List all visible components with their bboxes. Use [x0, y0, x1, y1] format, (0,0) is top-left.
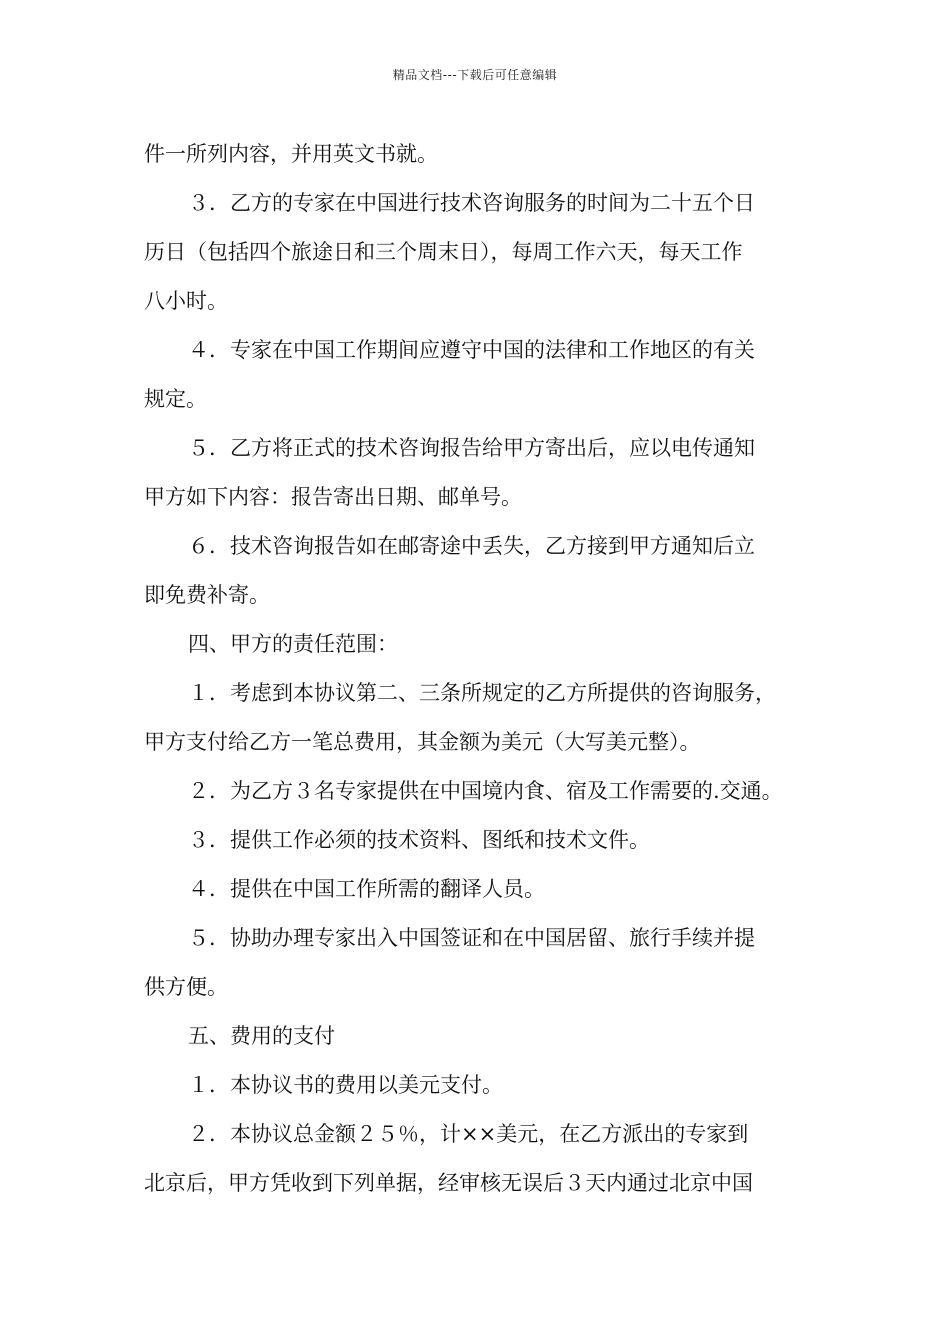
text-line: ６．技术咨询报告如在邮寄途中丢失，乙方接到甲方通知后立: [188, 534, 755, 558]
text-line: ２．本协议总金额２５％，计××美元，在乙方派出的专家到: [188, 1122, 749, 1146]
text-line: １．本协议书的费用以美元支付。: [188, 1073, 503, 1097]
page-header: 精品文档---下载后可任意编辑: [392, 68, 558, 82]
text-line: ５．协助办理专家出入中国签证和在中国居留、旅行手续并提: [188, 926, 755, 950]
section-heading: 四、甲方的责任范围：: [188, 632, 398, 656]
text-line: 规定。: [144, 387, 207, 411]
text-line: 历日（包括四个旅途日和三个周末日），每周工作六天，每天工作: [144, 240, 743, 264]
text-line: 供方便。: [144, 975, 228, 999]
text-line: 甲方支付给乙方一笔总费用，其金额为美元（大写美元整）。: [144, 730, 701, 754]
section-heading: 五、费用的支付: [188, 1024, 335, 1048]
text-line: 即免费补寄。: [144, 583, 270, 607]
text-line: ３．提供工作必须的技术资料、图纸和技术文件。: [188, 828, 650, 852]
text-line: 甲方如下内容：报告寄出日期、邮单号。: [144, 485, 522, 509]
text-line: ４．提供在中国工作所需的翻译人员。: [188, 877, 545, 901]
document-body: [144, 130, 814, 1208]
text-line: １．考虑到本协议第二、三条所规定的乙方所提供的咨询服务，: [188, 681, 776, 705]
text-line: 八小时。: [144, 289, 228, 313]
text-line: 北京后，甲方凭收到下列单据，经审核无误后３天内通过北京中国: [144, 1171, 753, 1195]
text-line: ３．乙方的专家在中国进行技术咨询服务的时间为二十五个日: [188, 191, 755, 215]
text-line: ２．为乙方３名专家提供在中国境内食、宿及工作需要的.交通。: [188, 779, 783, 803]
text-line: 件一所列内容，并用英文书就。: [144, 142, 438, 166]
text-line: ４．专家在中国工作期间应遵守中国的法律和工作地区的有关: [188, 338, 755, 362]
text-line: ５．乙方将正式的技术咨询报告给甲方寄出后，应以电传通知: [188, 436, 755, 460]
